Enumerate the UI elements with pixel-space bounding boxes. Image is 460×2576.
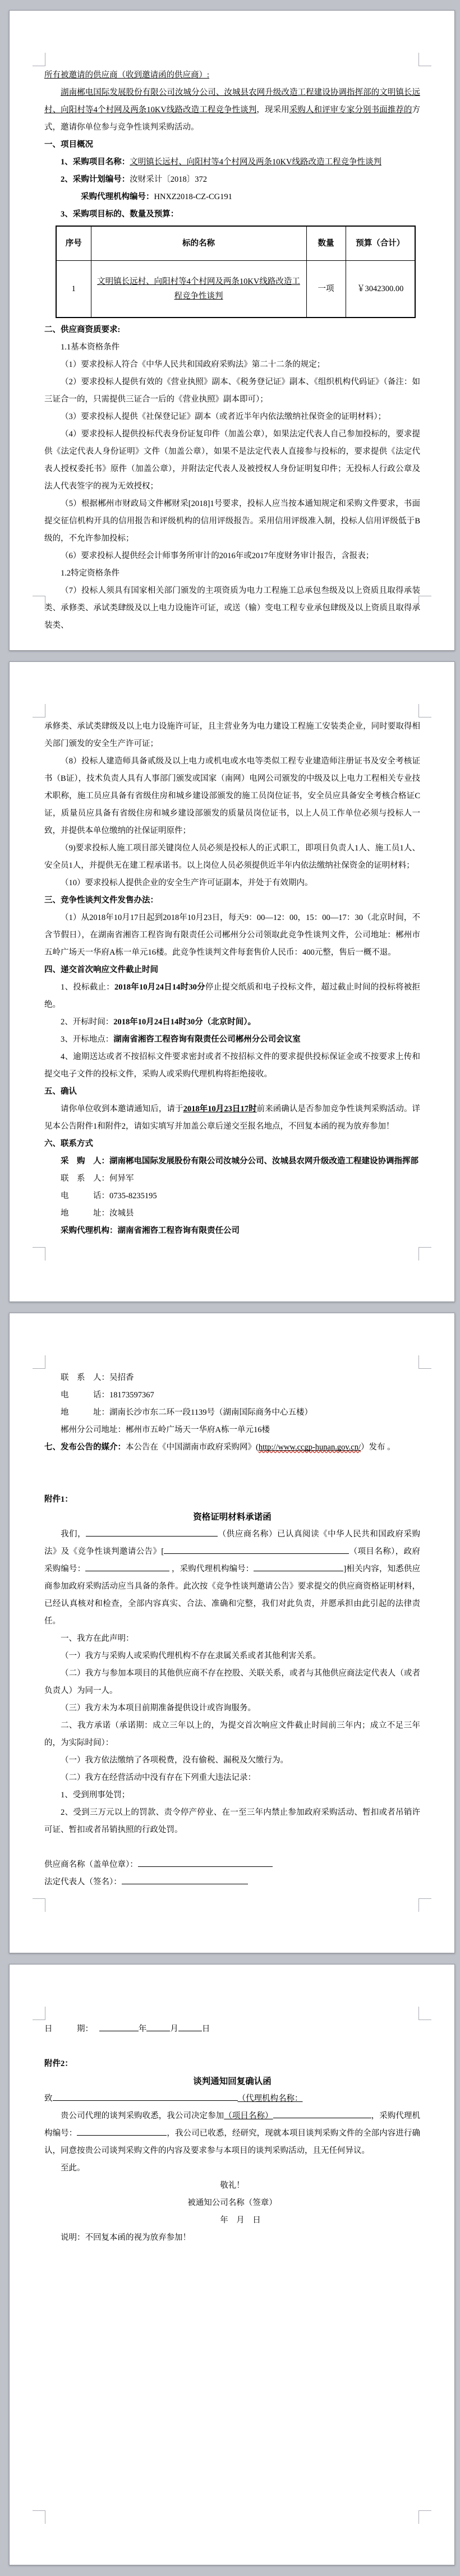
hyperlink-url [259, 1443, 361, 1452]
announcement-media-line [44, 1439, 420, 1456]
table-header-row [56, 226, 415, 261]
text-run: 方式，邀请你单位参与竞争性谈判采购活动。 [44, 105, 421, 132]
agency-number-line [81, 188, 420, 206]
notified-company-line [44, 2195, 420, 2212]
paragraph [44, 1648, 420, 1665]
paragraph [44, 875, 420, 892]
attachment-1-label [44, 1491, 420, 1508]
table-cell-value: 1 [71, 284, 76, 293]
margin-corner-mark [418, 53, 431, 66]
attachment-2-label [44, 2055, 420, 2073]
blank-underline [138, 1859, 273, 1867]
text-run: 年 月 日 [204, 2216, 261, 2225]
text-run: 致 [44, 2094, 53, 2103]
margin-corner-mark [33, 53, 45, 66]
invited-suppliers-line [44, 67, 420, 84]
paragraph [44, 1526, 420, 1630]
paragraph [44, 408, 420, 426]
document-page-2 [9, 661, 455, 1302]
text-run: 采购代理机构编号： [81, 192, 154, 201]
heading-project-overview [44, 136, 420, 154]
blank-underline [273, 2110, 371, 2118]
table-header-cell: 序号 [56, 226, 91, 261]
table-cell-no [56, 261, 91, 318]
text-run: （项目名称） [224, 2112, 273, 2120]
heading-confirmation [44, 1083, 420, 1101]
text-run: ，采购代理机构编号： [44, 2112, 420, 2138]
text-run: 采购人和评审专家分别书面推荐的 [289, 105, 412, 114]
margin-corner-mark [33, 1898, 45, 1912]
text-run: 汝财采计〔2018〕372 [130, 175, 207, 184]
text-run: 三、竞争性谈判文件发售办法： [44, 896, 158, 905]
text-run: ，采购代理机构编号： [169, 1565, 254, 1574]
blank-underline [86, 1528, 218, 1537]
text-run: （二）我方在经营活动中没有存在下列重大违法记录： [61, 1773, 256, 1782]
text-run: ）发布 。 [360, 1443, 395, 1452]
paragraph [44, 356, 420, 374]
paragraph [61, 1787, 420, 1804]
text-run: 1.1基本资格条件 [61, 343, 120, 352]
buyer-line [61, 1153, 420, 1170]
text-run: （4）要求投标人提供投标代表身份证复印件（加盖公章），如果法定代表人自己参加投标的，要求提供《法定代表人身份证明》文件（加盖公章），如果不是法定代表人直接参与投标的，要求提供《法定代表人授权委托书》原件（加盖公章），并附法定代表人及被授权人身份证明复印件；无投标人行政公章及法人代表签字的视为无效授权； [44, 430, 420, 491]
text-run: （7）投标人须具有国家相关部门颁发的主项资质为电力工程施工总承包叁级及以上资质且取得承装类、承修类、承试类肆级及以上电力设施许可证，或送（输）变电工程专业承包肆级及以上资质且取得承装类、 [44, 586, 420, 630]
paragraph [44, 909, 420, 962]
date-line [44, 2021, 420, 2038]
text-run: HNXZ2018-CZ-CG191 [154, 192, 232, 201]
text-run: （一）我方依法缴纳了各项税费，没有偷税、漏税及欠缴行为。 [61, 1756, 288, 1765]
text-run: ，我公司已收悉，经研究，现就本项目谈判采购文件的全部内容进行确认，同意按贵公司谈判采购文件的内容及要求参与本项目的谈判采购活动，且无任何异议。 [44, 2129, 421, 2155]
margin-corner-mark [418, 1898, 431, 1912]
paragraph [44, 1014, 420, 1031]
paragraph [44, 840, 420, 875]
text-run: 电 话：18173597367 [61, 1391, 154, 1400]
blank-underline [77, 2127, 167, 2136]
text-run: 资格证明材料承诺函 [193, 1512, 272, 1522]
text-run: （项目名称），政府采购编号： [44, 1547, 421, 1574]
text-run: 年 [138, 2025, 147, 2034]
blank-line [44, 1456, 420, 1474]
text-run: 湖南郴电国际发展股份有限公司汝城分公司、汝城县农网升级改造工程建设协调指挥部的文明镇长远村、向阳村等4个村网及两条10KV线路改造工程竞争性谈判 [44, 88, 420, 114]
heading-contact [44, 1135, 420, 1153]
text-run: （1）要求投标人符合《中华人民共和国政府采购法》第二十二条的规定； [61, 360, 325, 369]
buyer-contact-line [61, 1170, 420, 1188]
paragraph [44, 1101, 420, 1135]
text-run: 贵公司代理的谈判采购收悉，我公司决定参加 [61, 2112, 224, 2120]
heading-supplier-qualification [44, 321, 420, 339]
text-run: 3、开标地点： [61, 1035, 114, 1044]
paragraph [44, 1769, 420, 1787]
page-content [10, 662, 454, 1240]
text-run: （三）我方未为本项目前期准备提供设计或咨询服务。 [61, 1704, 256, 1713]
blank-underline [254, 1563, 343, 1571]
text-run: 停止提交纸质和电子投标文件，超过截止时间的投标将被拒绝。 [44, 983, 421, 1009]
text-run: 前来函确认是否参加竞争性谈判采购活动。详见本公告附件1和附件2，请如实填写并加盖公章后递交至报名地点，不回复本函的视为放弃参加！ [44, 1105, 421, 1131]
text-run: 被通知公司名称（签章） [187, 2198, 277, 2207]
text-run: 文明镇长远村、向阳村等4个村网及两条10KV线路改造工程竞争性谈判 [130, 158, 381, 167]
paragraph [44, 1717, 420, 1752]
buyer-address-line [61, 1205, 420, 1222]
blank-line [44, 2038, 420, 2055]
buyer-phone-line [61, 1188, 420, 1205]
salute-line [44, 2177, 420, 2195]
text-run: ]相关内容，知悉供应商参加政府采购活动应当具备的条件。此次按《竞争性谈判邀请公告》要求提交的供应商资格证明材料，已经认真核对和检查，全部内容真实、合法、准确和完整，我们对此负责，并愿承担由此引起的法律责任。 [44, 1565, 421, 1626]
project-name-line [61, 154, 420, 171]
text-run: 一、我方在此声明： [61, 1634, 134, 1643]
paragraph [44, 753, 420, 840]
margin-corner-mark [33, 1355, 45, 1369]
text-run: 2、采购计划编号： [61, 175, 130, 184]
margin-corner-mark [418, 2007, 431, 2020]
text-run: 敬礼！ [220, 2181, 245, 2190]
document-page-3 [9, 1313, 455, 1953]
blank-underline [53, 2092, 238, 2101]
attachment-1-title [44, 1508, 420, 1526]
margin-corner-mark [33, 2007, 45, 2020]
text-run: （3）要求投标人提供《社保登记证》副本（或者近半年内依法缴纳社保资金的证明材料）； [61, 412, 386, 421]
budget-heading-line [61, 206, 420, 223]
text-run: 日 期： [44, 2025, 99, 2034]
paragraph [61, 565, 420, 582]
text-run: 本公告在《中国湖南市政府采购网》( [126, 1443, 259, 1452]
text-run: 供应商名称（盖单位章）： [44, 1860, 138, 1869]
text-run: 五、确认 [44, 1087, 77, 1096]
text-run: 2、开标时间： [61, 1018, 114, 1027]
text-run: （8）投标人建造师具备贰级及以上电力或机电或水电等类似工程专业建造师注册证书及安全考核证书（B证），技术负责人具有人事部门颁发或国家（南网）电网公司颁发的中级及以上电力工程相关专业技术职称，施工员应具备有省级住房和城乡建设部颁发的施工员岗位证书，安全员应具备安全考核合格证C证，质量员应具备有省级住房和城乡建设部颁发的质量员岗位证书，以上人员工作单位必须与投标人一致，并提供本单位缴纳的社保证明原件； [44, 757, 420, 835]
text-run: 请你单位收到本邀请通知后，请于 [61, 1105, 183, 1114]
text-run: 采 购 人：湖南郴电国际发展股份有限公司汝城分公司、汝城县农网升级改造工程建设协调指挥部 [61, 1157, 418, 1166]
blank-line [44, 1839, 420, 1856]
text-run: ，现采用 [256, 105, 289, 114]
heading-document-sale [44, 892, 420, 909]
text-run: 说明：不回复本函的视为放弃参加！ [61, 2233, 191, 2242]
margin-corner-mark [33, 1247, 45, 1261]
legal-representative-signature-line [44, 1874, 420, 1891]
hyperlink-url: http://www.ccgp-hunan.gov.cn/ [258, 1443, 361, 1452]
text-run: 1、采购项目名称： [61, 158, 130, 167]
blank-underline [178, 2023, 202, 2031]
text-run: 2018年10月24日14时30分 [114, 983, 205, 992]
text-run: （5）根据郴州市财政局文件郴财采[2018]1号要求，投标人应当按本通知规定和采购文件要求，书面提交征信机构开具的信用报告和评级机构的信用评级报告。采用信用评级准入制，投标人信用评级低于B级的，不允许参加投标； [44, 499, 420, 543]
table-cell-name [91, 261, 306, 318]
invitation-paragraph [44, 84, 420, 136]
agency-line [61, 1222, 420, 1240]
paragraph [44, 2108, 420, 2160]
text-run: 二、我方承诺（承诺期：成立三年以上的，为提交首次响应文件截止时间前三年内；成立不足三年的，为实际时间）： [44, 1721, 420, 1747]
text-run: 2018年10月23日17时 [183, 1105, 257, 1114]
paragraph [44, 1665, 420, 1700]
table-cell-budget [346, 261, 415, 318]
text-run: 月 [170, 2025, 178, 2034]
blank-underline [146, 2023, 170, 2031]
paragraph [44, 1804, 420, 1839]
text-run: 一、项目概况 [44, 140, 93, 149]
table-row [56, 261, 415, 318]
paragraph [44, 1048, 420, 1083]
text-run: 1、投标截止： [61, 983, 114, 992]
text-run: 1、受到刑事处罚； [61, 1791, 130, 1800]
text-run: 我们， [61, 1530, 86, 1539]
paragraph [44, 374, 420, 408]
table-cell-value: 文明镇长远村、向阳村等4个村网及两条10KV线路改造工程竞争性谈判 [97, 277, 300, 301]
text-run: 地 址：湖南长沙市东二环一段1139号（湖南国际商务中心五楼） [61, 1408, 312, 1417]
margin-corner-mark [418, 1355, 431, 1369]
agency-contact-line [61, 1369, 420, 1387]
document-page-1 [9, 10, 455, 651]
supplier-name-signature-line [44, 1856, 420, 1874]
page-content [10, 1313, 454, 1891]
text-run: 日 [201, 2025, 210, 2034]
paragraph [44, 979, 420, 1014]
text-run: 七、发布公告的媒介： [44, 1443, 126, 1452]
text-run: 四、递交首次响应文件截止时间 [44, 965, 158, 974]
text-run: 采购代理机构：湖南省湘咨工程咨询有限责任公司 [61, 1226, 240, 1235]
margin-corner-mark [33, 596, 45, 609]
paragraph [44, 495, 420, 548]
table-cell-value: 一项 [318, 284, 334, 293]
paragraph [61, 339, 420, 356]
paragraph [44, 718, 420, 753]
paragraph [44, 1752, 420, 1769]
text-run: （供应商名称）已认真阅读《中华人民共和国政府采购法》及《竞争性谈判邀请公告》[ [44, 1530, 421, 1556]
text-run: 六、联系方式 [44, 1139, 93, 1148]
table-header-cell: 数量 [306, 226, 346, 261]
margin-corner-mark [418, 596, 431, 609]
heading-deadline [44, 962, 420, 979]
document-page-4 [9, 1964, 455, 2565]
margin-corner-mark [418, 1247, 431, 1261]
text-run: 湖南省湘咨工程咨询有限责任公司郴州分公司会议室 [113, 1035, 301, 1044]
text-run: 法定代表人（签名）： [44, 1878, 122, 1887]
table-cell-qty [306, 261, 346, 318]
paragraph [44, 582, 420, 634]
text-run: 联 系 人：吴招香 [61, 1373, 134, 1382]
text-run: 至此。 [61, 2164, 85, 2173]
paragraph [61, 1630, 420, 1648]
to-agency-line [44, 2090, 420, 2108]
agency-phone-line [61, 1387, 420, 1404]
paragraph [61, 2160, 420, 2177]
blank-line [44, 1474, 420, 1491]
margin-corner-mark [33, 2510, 45, 2524]
text-run: 1.2特定资格条件 [61, 569, 120, 578]
text-run: （代理机构名称： [237, 2094, 303, 2103]
note-line [61, 2229, 420, 2247]
text-run: 2、受到三万元以上的罚款、责令停产停业、在一至三年内禁止参加政府采购活动、暂扣或者吊销许可证、暂扣或者吊销执照的行政处罚。 [44, 1808, 420, 1834]
attachment-2-title [44, 2073, 420, 2090]
text-run: 二、供应商资质要求: [44, 325, 121, 334]
text-run: 联 系 人：何异军 [61, 1174, 134, 1183]
text-run: 地 址：汝城县 [61, 1209, 134, 1218]
text-run: 附件2： [44, 2059, 73, 2068]
text-run: （二）我方与参加本项目的其他供应商不存在控股、关联关系，或者与其他供应商法定代表人（或者负责人）为同一人。 [44, 1669, 420, 1695]
text-run: 2018年10月24日14时30分（北京时间）。 [113, 1018, 256, 1027]
text-run: 郴州分公司地址：郴州市五岭广场天一华府A栋一单元16楼 [61, 1425, 270, 1434]
text-run: 4、逾期送达或者不按招标文件要求密封或者不按招标文件的要求提供投标保证金或不按要求上传和提交电子文件的投标文件，采购人或采购代理机构将拒绝接收。 [44, 1052, 420, 1079]
text-run: 承修类、承试类肆级及以上电力设施许可证，且主营业务为电力建设工程施工安装类企业，同时要取得相关部门颁发的安全生产许可证； [44, 722, 420, 748]
branch-address-line [61, 1422, 420, 1439]
margin-corner-mark [33, 704, 45, 717]
page-content [10, 11, 454, 634]
blank-underline [164, 1545, 349, 1554]
table-header-cell: 预算（合计） [346, 226, 415, 261]
text-run: 附件1： [44, 1495, 73, 1504]
text-run: （2）要求投标人提供有效的《营业执照》副本、《税务登记证》副本、《组织机构代码证》（备注：如三证合一的，只需提供三证合一后的《营业执照》副本即可）； [44, 378, 420, 404]
table-cell-value: ￥3042300.00 [357, 284, 404, 293]
procurement-table [56, 226, 416, 318]
paragraph [44, 548, 420, 565]
text-run: （一）我方与采购人或采购代理机构不存在隶属关系或者其他利害关系。 [61, 1652, 321, 1660]
paragraph [44, 426, 420, 495]
page-content [10, 1965, 454, 2247]
text-run: （10）要求投标人提供企业的安全生产许可证副本，并处于有效期内。 [61, 878, 313, 887]
margin-corner-mark [418, 2510, 431, 2524]
text-run: 电 话：0735-8235195 [61, 1192, 157, 1200]
paragraph [44, 1700, 420, 1717]
paragraph [44, 1031, 420, 1048]
text-run: 所有被邀请的供应商（收到邀请函的供应商）: [44, 71, 210, 80]
text-run: （6）要求投标人提供经会计师事务所审计的2016年或2017年度财务审计报告，含报表； [61, 551, 374, 560]
text-run: 3、采购项目标的、数量及预算： [61, 210, 179, 219]
text-run: （9)要求投标人施工项目部关键岗位人员必须是投标人的正式职工，即项目负责人1人、施工员1人、安全员1人，并提供无在建工程承诺书。以上岗位人员必须提供近半年内依法缴纳社保资金的证明材料； [44, 844, 420, 870]
margin-corner-mark [418, 704, 431, 717]
agency-address-line [61, 1404, 420, 1422]
text-run: （1）从2018年10月17日起到2018年10月23日，每天9：00—12：00，15：00—17：30（北京时间，不含节假日），在湖南省湘咨工程咨询有限责任公司郴州分公司领取此竞争性谈判文件，公司地址：郴州市五岭广场天一华府A栋一单元16楼。此竞争性谈判文件每套售价人民币：400元整，售后一概不退。 [44, 913, 420, 957]
blank-underline [99, 2023, 139, 2031]
text-run: 谈判通知回复确认函 [193, 2077, 272, 2086]
blank-underline [85, 1563, 169, 1571]
date-stamp-line [44, 2212, 420, 2229]
blank-underline [122, 1876, 248, 1884]
table-header-cell: 标的名称 [91, 226, 306, 261]
plan-number-line [61, 171, 420, 188]
